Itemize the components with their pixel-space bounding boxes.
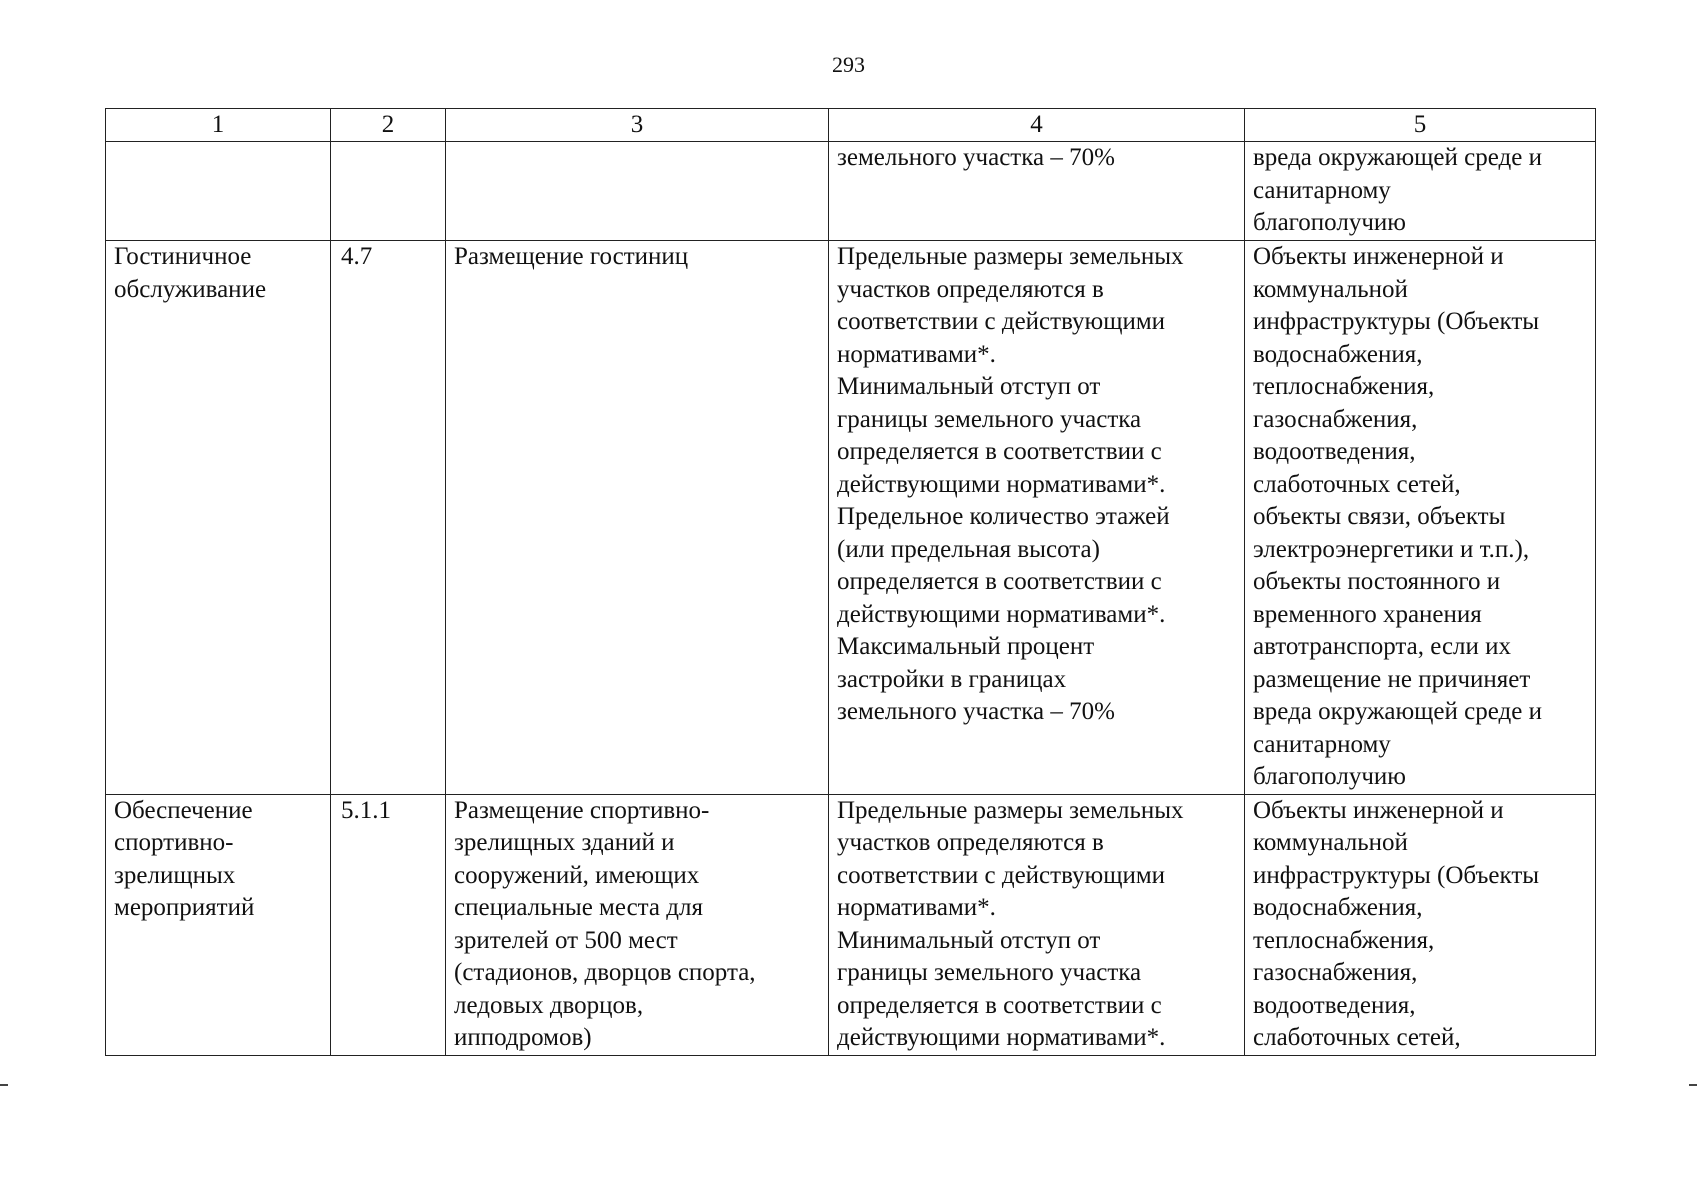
cell-description: Размещение гостиниц	[446, 241, 829, 795]
cell-code: 4.7	[331, 241, 446, 795]
cell-auxiliary-uses: вреда окружающей среде и санитарному благополучию	[1245, 142, 1596, 241]
header-col-4: 4	[829, 109, 1245, 142]
cell-use-type	[106, 142, 331, 241]
cell-use-type: Гостиничное обслуживание	[106, 241, 331, 795]
table-row	[106, 142, 1596, 241]
header-col-5: 5	[1245, 109, 1596, 142]
cell-use-type: Обеспечение спортивно- зрелищных мероприятий	[106, 794, 331, 1055]
table-header	[106, 109, 1596, 142]
cell-parameters: земельного участка – 70%	[829, 142, 1245, 241]
cell-parameters: Предельные размеры земельных участков определяются в соответствии с действующими нормативами*. Минимальный отступ от границы земельного участка определяется в соответствии с действующими нормативами*.	[829, 794, 1245, 1055]
header-col-1: 1	[106, 109, 331, 142]
cell-description: Размещение спортивно- зрелищных зданий и сооружений, имеющих специальные места для зрителей от 500 мест (стадионов, дворцов спорта, ледовых дворцов, ипподромов)	[446, 794, 829, 1055]
cell-code	[331, 142, 446, 241]
table-body	[106, 142, 1596, 1056]
cell-code: 5.1.1	[331, 794, 446, 1055]
cell-parameters: Предельные размеры земельных участков определяются в соответствии с действующими нормативами*. Минимальный отступ от границы земельного участка определяется в соответствии с действующими нормативами*. Предельное количество этажей (или предельная высота) определяется в соответствии с действующими нормативами*. Максимальный процент застройки в границах земельного участка – 70%	[829, 241, 1245, 795]
land-use-table	[105, 108, 1596, 1056]
scan-edge-mark-left	[0, 1084, 8, 1086]
scan-edge-mark-right	[1689, 1084, 1697, 1086]
cell-auxiliary-uses: Объекты инженерной и коммунальной инфраструктуры (Объекты водоснабжения, теплоснабжения, газоснабжения, водоотведения, слаботочных сетей, объекты связи, объекты электроэнергетики и т.п.), объекты постоянного и временного хранения автотранспорта, если их размещение не причиняет вреда окружающей среде и санитарному благополучию	[1245, 241, 1596, 795]
header-col-3: 3	[446, 109, 829, 142]
table-row	[106, 241, 1596, 795]
header-row	[106, 109, 1596, 142]
cell-auxiliary-uses: Объекты инженерной и коммунальной инфраструктуры (Объекты водоснабжения, теплоснабжения, газоснабжения, водоотведения, слаботочных сетей,	[1245, 794, 1596, 1055]
cell-description	[446, 142, 829, 241]
header-col-2: 2	[331, 109, 446, 142]
page-number: 293	[832, 52, 865, 77]
table-row	[106, 794, 1596, 1055]
